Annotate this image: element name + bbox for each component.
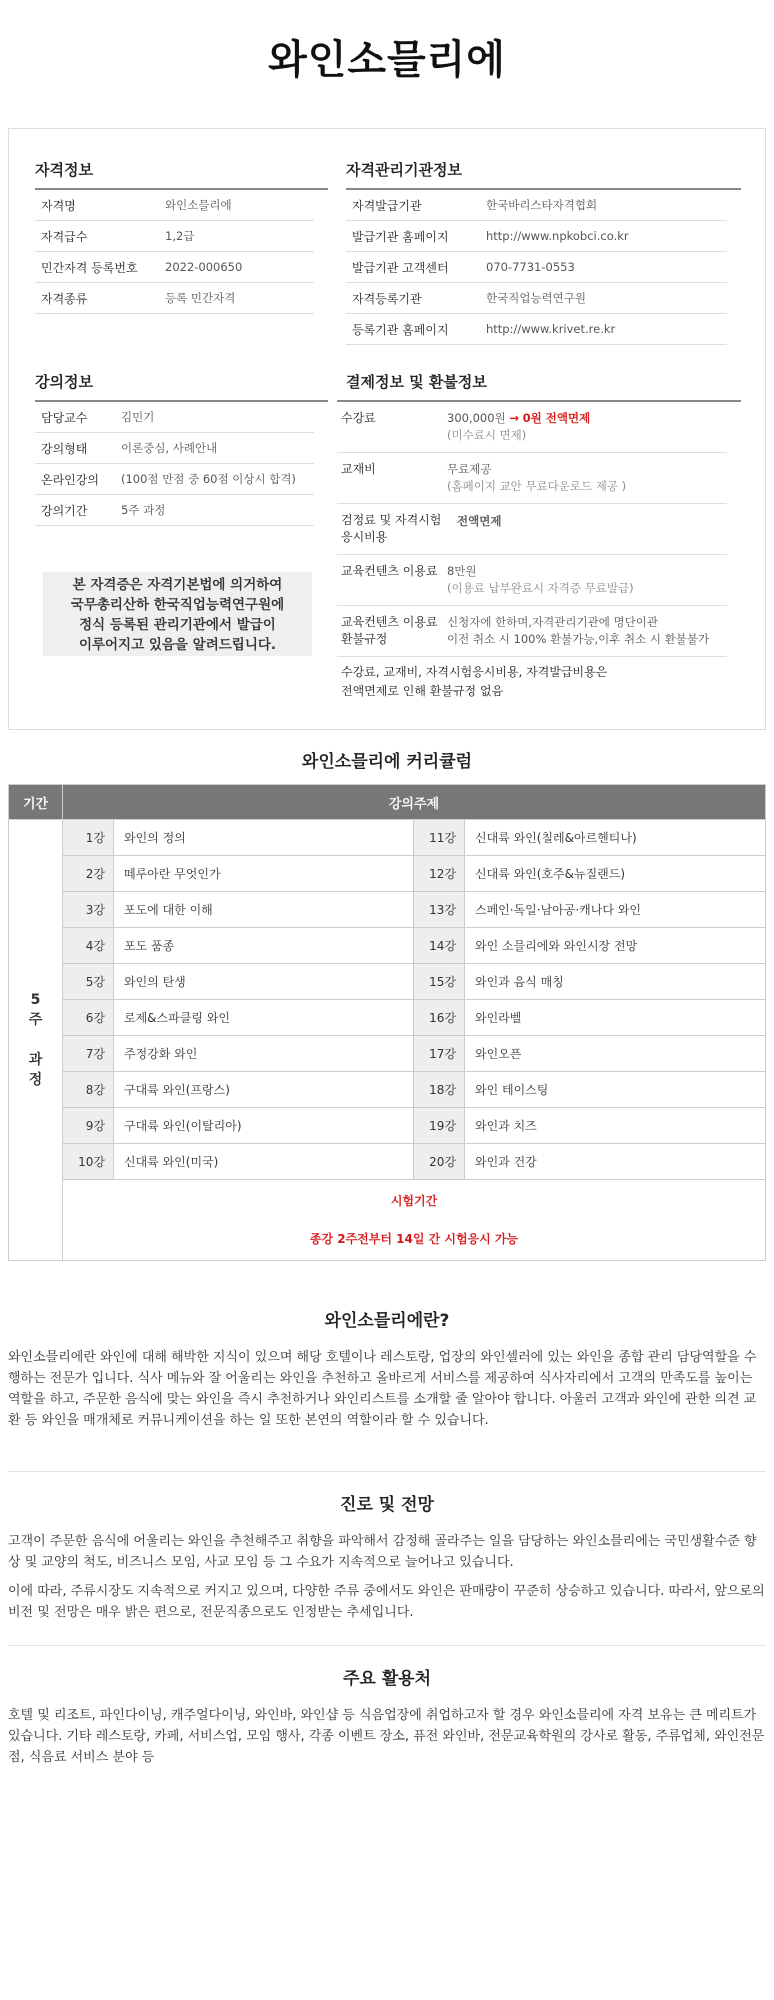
lesson-number: 4강 <box>63 928 114 964</box>
table-row <box>9 892 766 928</box>
row-key: 온라인강의 <box>41 472 99 487</box>
lesson-number: 10강 <box>63 1144 114 1180</box>
row-value: 와인소믈리에 <box>165 198 232 212</box>
notice-line: 본 자격증은 자격기본법에 의거하여 <box>72 577 283 593</box>
homepage-link[interactable]: http://www.npkobci.co.kr <box>486 229 629 243</box>
table-row <box>9 928 766 964</box>
org-title: 자격관리기관정보 <box>346 159 741 190</box>
career-title: 진로 및 전망 <box>340 1495 434 1515</box>
lesson-number: 5강 <box>63 964 114 1000</box>
about-text: 와인소믈리에란 와인에 대해 해박한 지식이 있으며 해당 호텔이나 레스토랑, 업장의 와인셀러에 있는 와인을 종합 관리 담당역할을 수행하는 전문가 입니다. 식사 메뉴와 잘 어울리는 와인을 추천하고 올바르게 서비스를 제공하여 식사자리에서 고객의 만족도를 높이는 역할을 하고, 주문한 음식에 맞는 와인을 즉시 추천하거나 와인리스트를 소개할 줄 알아야 합니다. 아울러 고객과 와인에 관한 의견 교환 등 와인을 매개체로 커뮤니케이션을 하는 일 또한 본연의 역할이라 할 수 있습니다. <box>8 1350 757 1428</box>
lesson-subject: 와인과 치즈 <box>465 1108 766 1144</box>
arrow-icon: → <box>509 411 519 425</box>
usage-text: 호텔 및 리조트, 파인다이닝, 캐주얼다이닝, 와인바, 와인샵 등 식음업장에 취업하고자 할 경우 와인소믈리에 자격 보유는 큰 메리트가 있습니다. 기타 레스토랑, 카페, 서비스업, 모임 행사, 각종 이벤트 장소, 퓨전 와인바, 전문교육학원의 강사로 활동, 주류업체, 와인전문점, 식음료 서비스 분야 등 <box>8 1708 765 1765</box>
row-key: 자격급수 <box>41 229 88 244</box>
notice-line: 정식 등록된 관리기관에서 발급이 <box>79 617 276 633</box>
row-key: 자격발급기관 <box>352 198 422 213</box>
notice-line: 이루어지고 있음을 알려드립니다. <box>78 637 277 653</box>
lesson-subject: 구대륙 와인(이탈리아) <box>114 1108 414 1144</box>
row-key: 등록기관 홈페이지 <box>352 322 449 337</box>
content-fee-value: 8만원 <box>447 564 477 578</box>
table-row <box>9 1108 766 1144</box>
lesson-subject: 와인라벨 <box>465 1000 766 1036</box>
row-value: (100점 만점 중 60점 이상시 합격) <box>121 472 296 486</box>
lesson-number: 3강 <box>63 892 114 928</box>
org-row <box>346 252 727 283</box>
lecture-row <box>35 464 314 495</box>
qual-row <box>35 283 314 314</box>
lecture-row <box>35 495 314 526</box>
lesson-subject: 신대륙 와인(미국) <box>114 1144 414 1180</box>
row-key: 응시비용 <box>341 530 388 544</box>
lesson-number: 20강 <box>414 1144 465 1180</box>
lesson-subject: 로제&스파클링 와인 <box>114 1000 414 1036</box>
row-key: 담당교수 <box>41 410 88 425</box>
notice-box <box>43 572 312 656</box>
career-section <box>8 1490 766 1623</box>
lesson-number: 2강 <box>63 856 114 892</box>
exam-title: 시험기간 <box>390 1194 438 1208</box>
row-value: 1,2급 <box>165 229 195 243</box>
lesson-subject: 와인과 건강 <box>465 1144 766 1180</box>
row-key: 자격등록기관 <box>352 291 422 306</box>
qual-row <box>35 252 314 283</box>
lecture-row <box>35 433 314 464</box>
lesson-subject: 신대륙 와인(호주&뉴질랜드) <box>465 856 766 892</box>
notice-line: 국무총리산하 한국직업능력연구원에 <box>70 597 285 613</box>
lesson-subject: 와인과 음식 매칭 <box>465 964 766 1000</box>
period-cell: 5 주 과 정 <box>9 820 63 1261</box>
lesson-subject: 떼루아란 무엇인가 <box>114 856 414 892</box>
refund-value: 신청자에 한하며,자격관리기관에 명단이관 <box>447 615 658 629</box>
tuition-price: 300,000원 <box>447 411 506 425</box>
lesson-number: 6강 <box>63 1000 114 1036</box>
career-text: 이에 따라, 주류시장도 지속적으로 커지고 있으며, 다양한 주류 중에서도 와인은 판매량이 꾸준히 상승하고 있습니다. 따라서, 앞으로의 비전 및 전망은 매우 밝은 편으로, 전문직종으로도 인정받는 추세입니다. <box>8 1584 765 1620</box>
row-value: 한국직업능력연구원 <box>486 291 586 305</box>
row-key: 자격종류 <box>41 291 88 306</box>
exam-cell <box>63 1180 766 1261</box>
lesson-number: 1강 <box>63 820 114 856</box>
about-title: 와인소믈리에란? <box>324 1311 450 1331</box>
lesson-number: 14강 <box>414 928 465 964</box>
row-value: 5주 과정 <box>121 503 166 517</box>
lesson-subject: 주정강화 와인 <box>114 1036 414 1072</box>
lesson-subject: 와인의 탄생 <box>114 964 414 1000</box>
lesson-subject: 포도에 대한 이해 <box>114 892 414 928</box>
table-row <box>9 856 766 892</box>
lesson-number: 19강 <box>414 1108 465 1144</box>
pay-row-content <box>337 555 727 606</box>
pay-row-material <box>337 453 727 504</box>
org-section <box>346 159 741 345</box>
lesson-subject: 포도 품종 <box>114 928 414 964</box>
about-section <box>8 1306 766 1431</box>
table-row <box>9 1144 766 1180</box>
subject-header: 강의주제 <box>63 785 766 820</box>
row-key: 교재비 <box>341 462 376 476</box>
row-key: 민간자격 등록번호 <box>41 260 138 275</box>
qual-row <box>35 221 314 252</box>
row-key: 강의형태 <box>41 441 88 456</box>
lesson-number: 18강 <box>414 1072 465 1108</box>
table-row <box>9 1072 766 1108</box>
qual-row <box>35 190 314 221</box>
table-row <box>9 1000 766 1036</box>
row-value: 등록 민간자격 <box>165 291 236 305</box>
row-key: 환불규정 <box>341 632 388 646</box>
lesson-subject: 와인 테이스팅 <box>465 1072 766 1108</box>
curriculum-title: 와인소믈리에 커리큘럼 <box>301 752 473 772</box>
row-key: 자격명 <box>41 198 76 213</box>
tuition-free: 0원 전액면제 <box>522 411 591 425</box>
table-row <box>9 1036 766 1072</box>
lesson-subject: 구대륙 와인(프랑스) <box>114 1072 414 1108</box>
org-row <box>346 314 727 345</box>
exam-fee-value: 전액면제 <box>457 513 502 528</box>
lesson-subject: 스페인·독일·남아공·캐나다 와인 <box>465 892 766 928</box>
lesson-number: 7강 <box>63 1036 114 1072</box>
pay-title: 결제정보 및 환불정보 <box>337 371 741 402</box>
lesson-number: 12강 <box>414 856 465 892</box>
career-text: 고객이 주문한 음식에 어울리는 와인을 추천해주고 취향을 파악해서 감정해 골라주는 일을 담당하는 와인소믈리에는 국민생활수준 향상 및 교양의 척도, 비즈니스 모임, 사교 모임 등 그 수요가 지속적으로 늘어나고 있습니다. <box>8 1534 757 1570</box>
row-key: 발급기관 홈페이지 <box>352 229 449 244</box>
qual-section <box>35 159 328 314</box>
lesson-number: 13강 <box>414 892 465 928</box>
row-key: 교육컨텐츠 이용료 <box>341 564 438 578</box>
org-row <box>346 221 727 252</box>
curriculum-table <box>8 784 766 1261</box>
lesson-number: 9강 <box>63 1108 114 1144</box>
row-value: 이론중심, 사례안내 <box>121 441 218 455</box>
row-value: 김민기 <box>121 410 155 424</box>
row-key: 수강료 <box>341 411 376 425</box>
tuition-note: (미수료시 면제) <box>447 428 527 442</box>
divider <box>8 1645 766 1646</box>
info-box <box>8 128 766 730</box>
row-key: 강의기간 <box>41 503 88 518</box>
pay-row-refund <box>337 606 727 657</box>
lesson-subject: 신대륙 와인(칠레&아르헨티나) <box>465 820 766 856</box>
org-row <box>346 283 727 314</box>
lesson-subject: 와인 소믈리에와 와인시장 전망 <box>465 928 766 964</box>
lesson-subject: 와인의 정의 <box>114 820 414 856</box>
registry-link[interactable]: http://www.krivet.re.kr <box>486 322 616 336</box>
lesson-number: 8강 <box>63 1072 114 1108</box>
page-title: 와인소믈리에 <box>268 37 506 83</box>
row-value: 한국바리스타자격협회 <box>486 198 598 212</box>
period-header: 기간 <box>9 785 63 820</box>
pay-row-exam <box>337 504 727 555</box>
usage-title: 주요 활용처 <box>342 1669 432 1689</box>
lesson-number: 11강 <box>414 820 465 856</box>
row-key: 발급기관 고객센터 <box>352 260 449 275</box>
row-value: 070-7731-0553 <box>486 260 575 274</box>
lecture-row <box>35 402 314 433</box>
lecture-section <box>35 371 328 526</box>
row-key: 검정료 및 자격시험 <box>341 513 442 527</box>
usage-section <box>8 1664 766 1768</box>
row-key: 교육컨텐츠 이용료 <box>341 615 438 629</box>
refund-note: 수강료, 교재비, 자격시험응시비용, 자격발급비용은 전액면제로 인해 환불규정 없음 <box>341 665 608 698</box>
exam-row <box>9 1180 766 1261</box>
refund-value: 이전 취소 시 100% 환불가능,이후 취소 시 환불불가 <box>447 632 710 646</box>
material-value: 무료제공 <box>447 462 492 476</box>
lecture-title: 강의정보 <box>35 371 328 402</box>
content-fee-note: (이용료 납부완료시 자격증 무료발급) <box>447 581 634 595</box>
row-value: 2022-000650 <box>165 260 243 274</box>
lesson-number: 17강 <box>414 1036 465 1072</box>
org-row <box>346 190 727 221</box>
table-row <box>9 820 766 856</box>
material-note: (홈페이지 교안 무료다운로드 제공 ) <box>447 479 627 493</box>
exam-text: 종강 2주전부터 14일 간 시험응시 가능 <box>309 1232 519 1246</box>
table-row <box>9 964 766 1000</box>
lesson-subject: 와인오픈 <box>465 1036 766 1072</box>
divider <box>8 1471 766 1472</box>
pay-section <box>337 371 741 701</box>
lesson-number: 16강 <box>414 1000 465 1036</box>
lesson-number: 15강 <box>414 964 465 1000</box>
qual-title: 자격정보 <box>35 159 328 190</box>
pay-row-tuition <box>337 402 727 453</box>
